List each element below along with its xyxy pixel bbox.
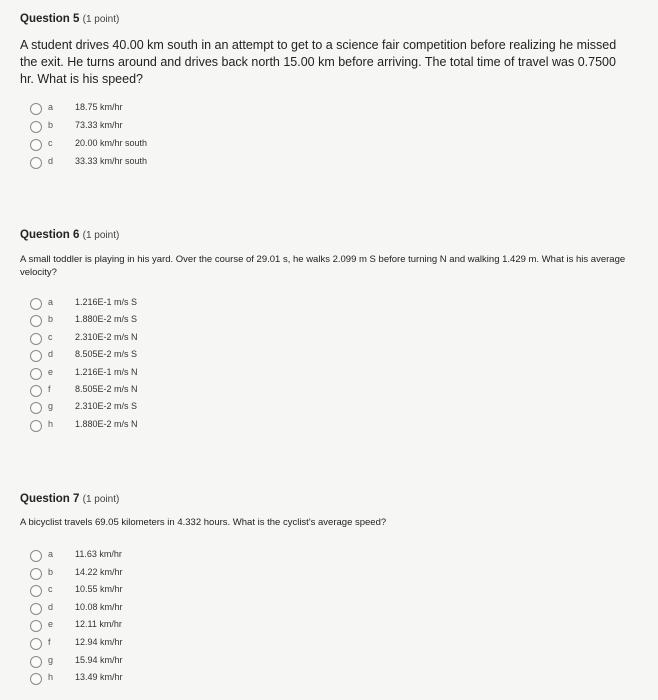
option-text: 15.94 km/hr xyxy=(75,654,123,665)
option-text: 1.880E-2 m/s N xyxy=(75,418,138,429)
answer-option-d[interactable] xyxy=(30,156,230,172)
option-text: 12.94 km/hr xyxy=(75,637,123,647)
radio-button[interactable] xyxy=(30,157,42,169)
option-letter: e xyxy=(48,619,54,630)
answer-option-g[interactable] xyxy=(30,401,230,417)
option-text: 1.216E-1 m/s S xyxy=(75,297,138,307)
question-number: Question 7 xyxy=(20,493,80,505)
question-title xyxy=(20,229,119,241)
radio-button[interactable] xyxy=(30,656,42,668)
answer-option-f[interactable] xyxy=(30,384,230,400)
radio-button[interactable] xyxy=(30,385,42,397)
radio-button[interactable] xyxy=(30,620,42,632)
radio-button[interactable] xyxy=(30,333,42,345)
option-letter: d xyxy=(48,601,54,612)
answer-option-e[interactable] xyxy=(30,619,230,635)
question-prompt: A bicyclist travels 69.05 kilometers in 4.332 hours. What is the cyclist's average speed? xyxy=(20,517,387,528)
question-title xyxy=(20,13,119,25)
radio-button[interactable] xyxy=(30,568,42,580)
option-letter: b xyxy=(48,314,54,325)
answer-option-a[interactable] xyxy=(30,297,230,313)
option-letter: h xyxy=(48,672,54,683)
radio-button[interactable] xyxy=(30,103,42,115)
option-letter: a xyxy=(48,297,54,307)
answer-option-b[interactable] xyxy=(30,120,230,136)
option-text: 11.63 km/hr xyxy=(75,549,122,559)
option-letter: g xyxy=(48,401,54,412)
option-text: 1.216E-1 m/s N xyxy=(75,366,138,377)
option-text: 73.33 km/hr xyxy=(75,120,123,130)
radio-button[interactable] xyxy=(30,121,42,133)
radio-button[interactable] xyxy=(30,420,42,432)
question-prompt: A student drives 40.00 km south in an attempt to get to a science fair competition before realizing he missed the exit. He turns around and drives back north 15.00 km before arriving. The total time of travel was 0.7500 hr. What is his speed? xyxy=(20,38,617,86)
answer-option-f[interactable] xyxy=(30,637,230,653)
answer-option-a[interactable] xyxy=(30,102,230,118)
option-letter: a xyxy=(48,102,54,112)
option-letter: h xyxy=(48,418,54,429)
option-text: 8.505E-2 m/s N xyxy=(75,384,138,394)
question-number: Question 6 xyxy=(20,229,80,241)
option-letter: f xyxy=(48,637,51,647)
radio-button[interactable] xyxy=(30,315,42,327)
option-text: 12.11 km/hr xyxy=(75,619,122,630)
answer-option-b[interactable] xyxy=(30,314,230,330)
answer-option-c[interactable] xyxy=(30,138,230,154)
option-letter: e xyxy=(48,366,54,377)
option-text: 13.49 km/hr xyxy=(75,672,123,683)
answer-option-c[interactable] xyxy=(30,332,230,348)
question-prompt: A small toddler is playing in his yard. Over the course of 29.01 s, he walks 2.099 m S before turning N and walking 1.429 m. What is his average velocity? xyxy=(20,254,626,278)
option-letter: f xyxy=(48,384,51,394)
answer-option-g[interactable] xyxy=(30,655,230,671)
radio-button[interactable] xyxy=(30,673,42,685)
answer-option-d[interactable] xyxy=(30,602,230,618)
radio-button[interactable] xyxy=(30,350,42,362)
question-number: Question 5 xyxy=(20,13,80,25)
answer-option-d[interactable] xyxy=(30,349,230,365)
option-letter: d xyxy=(48,156,54,166)
radio-button[interactable] xyxy=(30,402,42,414)
answer-option-e[interactable] xyxy=(30,367,230,383)
option-letter: c xyxy=(48,138,53,148)
radio-button[interactable] xyxy=(30,585,42,597)
radio-button[interactable] xyxy=(30,139,42,151)
radio-button[interactable] xyxy=(30,368,42,380)
option-letter: b xyxy=(48,566,54,577)
answer-option-h[interactable] xyxy=(30,419,230,435)
option-letter: c xyxy=(48,584,53,595)
question-title xyxy=(20,493,119,505)
option-letter: g xyxy=(48,654,54,665)
option-letter: c xyxy=(48,331,53,342)
option-text: 10.08 km/hr xyxy=(75,601,123,612)
radio-button[interactable] xyxy=(30,638,42,650)
radio-button[interactable] xyxy=(30,550,42,562)
answer-option-a[interactable] xyxy=(30,549,230,565)
option-letter: d xyxy=(48,349,54,360)
option-letter: b xyxy=(48,120,54,130)
answer-option-h[interactable] xyxy=(30,672,230,688)
option-text: 8.505E-2 m/s S xyxy=(75,349,138,360)
radio-button[interactable] xyxy=(30,298,42,310)
option-text: 14.22 km/hr xyxy=(75,566,123,577)
question-points: (1 point) xyxy=(82,14,120,25)
option-text: 2.310E-2 m/s N xyxy=(75,331,138,342)
option-letter: a xyxy=(48,549,54,559)
answer-option-c[interactable] xyxy=(30,584,230,600)
option-text: 10.55 km/hr xyxy=(75,584,123,595)
option-text: 2.310E-2 m/s S xyxy=(75,401,138,412)
answer-option-b[interactable] xyxy=(30,567,230,583)
option-text: 33.33 km/hr south xyxy=(75,156,148,166)
option-text: 18.75 km/hr xyxy=(75,102,123,112)
question-points: (1 point) xyxy=(82,230,120,241)
option-text: 1.880E-2 m/s S xyxy=(75,314,138,325)
option-text: 20.00 km/hr south xyxy=(75,138,148,148)
radio-button[interactable] xyxy=(30,603,42,615)
question-points: (1 point) xyxy=(82,494,120,505)
